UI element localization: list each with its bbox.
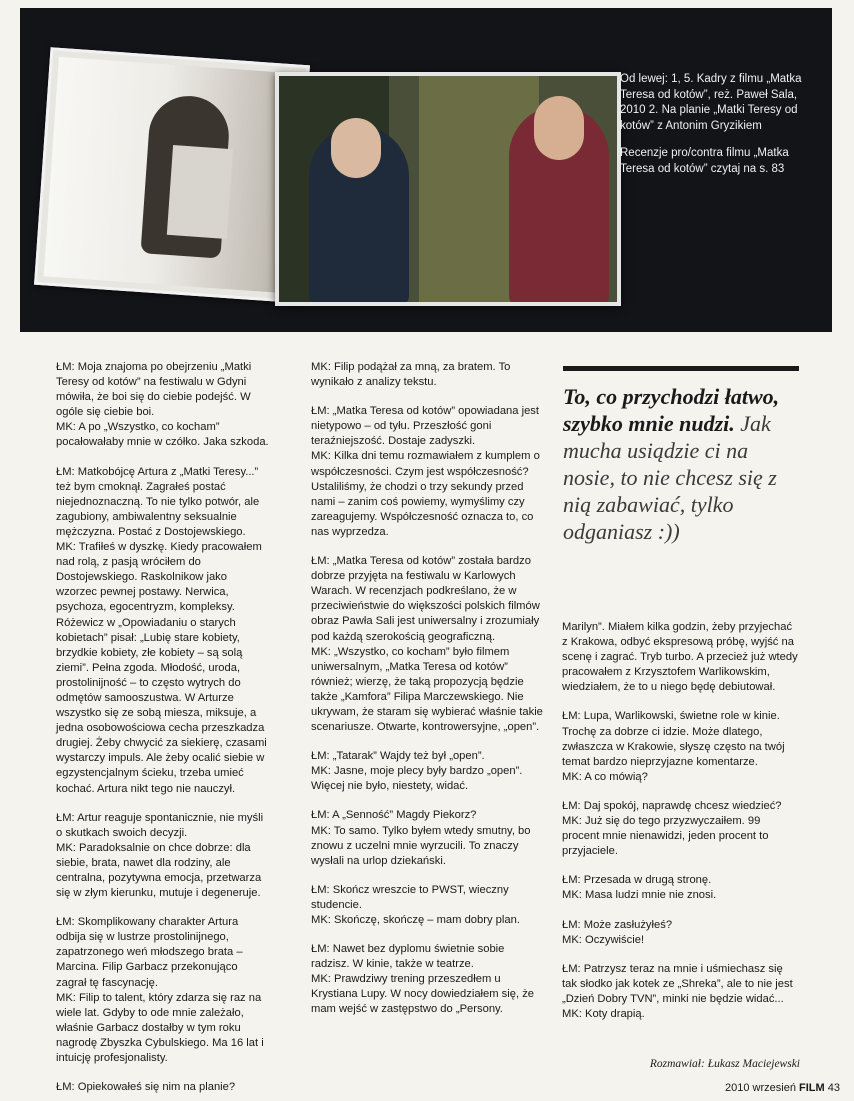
paragraph: MK: „Wszystko, co kocham” było filmem uniwersalnym, „Matka Teresa od kotów” również; wierzę, że taką propozycją będzie także „Kamfora” Filipa Marczewskiego. Nie ukrywam, że staram się wybierać właśnie takie scenariusze. Otwarte, kontrowersyjne, „open”.	[311, 645, 543, 734]
paragraph: MK: Masa ludzi mnie nie znosi.	[562, 889, 717, 902]
paragraph: MK: Prawdziwy trening przeszedłem u Krystiana Lupy. W nocy dowiedziałem się, że mam wejść w zastępstwo do „Persony.	[311, 973, 535, 1016]
column-3	[562, 620, 798, 1036]
paragraph: MK: Oczywiście!	[562, 933, 645, 946]
paragraph: MK: Już się do tego przyzwyczaiłem. 99 procent mnie nienawidzi, jeden procent to przyjaciele.	[562, 815, 769, 858]
footer-page-number: 43	[827, 1082, 840, 1094]
paragraph: ŁM: „Matka Teresa od kotów” opowiadana jest nietypowo – od tyłu. Przeszłość goni teraźniejszość. Dostaje zadyszki.	[311, 405, 540, 448]
column-1	[56, 360, 271, 1101]
footer-brand: FILM	[799, 1082, 825, 1094]
paragraph: MK: A po „Wszystko, co kocham” pocałowałaby mnie w czółko. Jaka szkoda.	[56, 421, 269, 449]
paragraph: ŁM: „Matka Teresa od kotów” została bardzo dobrze przyjęta na festiwalu w Karlowych Warach. W recenzjach podkreślano, że w przeciwieństwie do większości polskich filmów obraz Pawła Sali jest uniwersalny i zrozumiały pod każdą szerokością geograficzną.	[311, 555, 540, 643]
caption-credits: Od lewej: 1, 5. Kadry z filmu „Matka Teresa od kotów”, reż. Paweł Sala, 2010 2. Na planie „Matki Teresy od kotów” z Antonim Gryzikiem	[620, 73, 802, 132]
paragraph: MK: Kilka dni temu rozmawiałem z kumplem o współczesności. Czym jest współczesność? Ustaliliśmy, że chodzi o trzy sekundy przed nami – zanim coś powiemy, wymyślimy czy zareagujemy. Współczesność oznacza to, co nas wyprzedza.	[311, 450, 540, 538]
paragraph: MK: Trafiłeś w dyszkę. Kiedy pracowałem nad rolą, z pasją wróciłem do Dostojewskiego. Raskolnikow jako wzorzec pewnej postawy. Nerwica, psychoza, egocentryzm, kompleksy. Różewicz w „Opowiadaniu o starych kobietach” pisał: „Lubię stare kobiety, brzydkie kobiety, złe kobiety – są solą ziemi”. Pełna zgoda. Młodość, uroda, prostolinijność – to często wytrych do odmętów samooszustwa. W Arturze wszystko się ze sobą miesza, miksuje, a jedna osobowościowa cecha przeszkadza drugiej. Żeby chwycić za siekierę, czasami wystarczy impuls. Ale żeby ocalić siebie w egzystencjalnym ścieku, trzeba umieć kochać. Artura nikt tego nie nauczył.	[56, 541, 267, 795]
paragraph: MK: Paradoksalnie on chce dobrze: dla siebie, brata, nawet dla rodziny, ale centralna, pozytywna emocja, przetwarza się w złym kierunku, mutuje i degeneruje.	[56, 841, 262, 900]
paragraph: ŁM: Może zasłużyłeś?	[562, 918, 673, 931]
paragraph: Marilyn”. Miałem kilka godzin, żeby przyjechać z Krakowa, odbyć ekspresową próbę, wyjść na scenę i zagrać. Tryb turbo. A przecież już wtedy pracowałem z Krzysztofem Warlikowskim, wiedziałem, że to u niego będę debiutował.	[562, 621, 798, 694]
page-footer	[660, 1082, 840, 1094]
column-2	[311, 360, 543, 1032]
paragraph: ŁM: Lupa, Warlikowski, świetne role w kinie. Trochę za dobrze ci idzie. Może dlatego, zwłaszcza w Krakowie, słyszę często na twój temat bardzo nieprzyjazne komentarze.	[562, 710, 785, 768]
interviewer-signature: Rozmawiał: Łukasz Maciejewski	[649, 1058, 800, 1070]
paragraph: ŁM: A „Senność” Magdy Piekorz?	[311, 809, 477, 822]
paragraph: MK: Filip podążał za mną, za bratem. To wynikało z analizy tekstu.	[311, 361, 511, 389]
paragraph: MK: Jasne, moje plecy były bardzo „open”. Więcej nie było, niestety, widać.	[311, 765, 523, 793]
film-still-photo-1	[34, 47, 310, 303]
paragraph: ŁM: Przesada w drugą stronę.	[562, 874, 712, 887]
paragraph: ŁM: Opiekowałeś się nim na planie?	[56, 1081, 236, 1094]
paragraph: MK: Koty drapią.	[562, 1007, 645, 1020]
paragraph: ŁM: Skończ wreszcie to PWST, wieczny studencie.	[311, 883, 509, 911]
paragraph: ŁM: Skomplikowany charakter Artura odbija się w lustrze prostolinijnego, zapatrzonego weń młodszego brata – Marcina. Filip Garbacz przekonująco zagrał tę fascynację.	[56, 916, 243, 989]
pull-quote	[563, 366, 799, 545]
paragraph: MK: Skończę, skończę – mam dobry plan.	[311, 914, 520, 926]
paragraph: MK: Filip to talent, który zdarza się raz na wiele lat. Gdyby to ode mnie zależało, właśnie Garbacz dostałby w tym roku nagrodę Zbyszka Cybulskiego. Ma 16 lat i intuicję profesjonalisty.	[56, 991, 264, 1065]
paragraph: ŁM: Nawet bez dyplomu świetnie sobie radzisz. W kinie, także w teatrze.	[311, 943, 505, 971]
paragraph: ŁM: Artur reaguje spontanicznie, nie myśli o skutkach swoich decyzji.	[56, 811, 264, 839]
pull-quote-part-2: Jak mucha usiądzie ci na nosie, to nie chcesz się z nią zabawiać, tylko odganiasz :))	[563, 411, 777, 544]
photo-caption	[620, 72, 820, 189]
paragraph: ŁM: Matkobójcę Artura z „Matki Teresy...” też bym cmoknął. Zagrałeś postać niejednoznaczną. To nie tylko potwór, ale zagubiony, ambiwalentny seksualnie mężczyzna. Postać z Dostojewskiego.	[56, 465, 260, 538]
pull-quote-part-1: To, co przychodzi łatwo, szybko mnie nudzi.	[563, 384, 780, 436]
caption-review-note: Recenzje pro/contra filmu „Matka Teresa od kotów” czytaj na s. 83	[620, 147, 789, 175]
film-still-photo-2	[275, 72, 621, 306]
paragraph: MK: A co mówią?	[562, 770, 648, 783]
footer-date: 2010 wrzesień	[725, 1082, 796, 1094]
paragraph: MK: To samo. Tylko byłem wtedy smutny, bo znowu z uczelni mnie wyrzucili. To znaczy wysłali na urlop dziekański.	[311, 824, 531, 867]
paragraph: ŁM: Moja znajoma po obejrzeniu „Matki Teresy od kotów” na festiwalu w Gdyni mówiła, że boi się do ciebie podejść. W ogóle się ciebie boi.	[56, 361, 252, 419]
paragraph: ŁM: Patrzysz teraz na mnie i uśmiechasz się tak słodko jak kotek ze „Shreka”, ale to nie jest „Dzień Dobry TVN”, minki nie będzie widać...	[562, 962, 793, 1005]
paragraph: ŁM: „Tatarak” Wajdy też był „open”.	[311, 750, 485, 763]
paragraph: ŁM: Daj spokój, naprawdę chcesz wiedzieć?	[562, 799, 782, 812]
